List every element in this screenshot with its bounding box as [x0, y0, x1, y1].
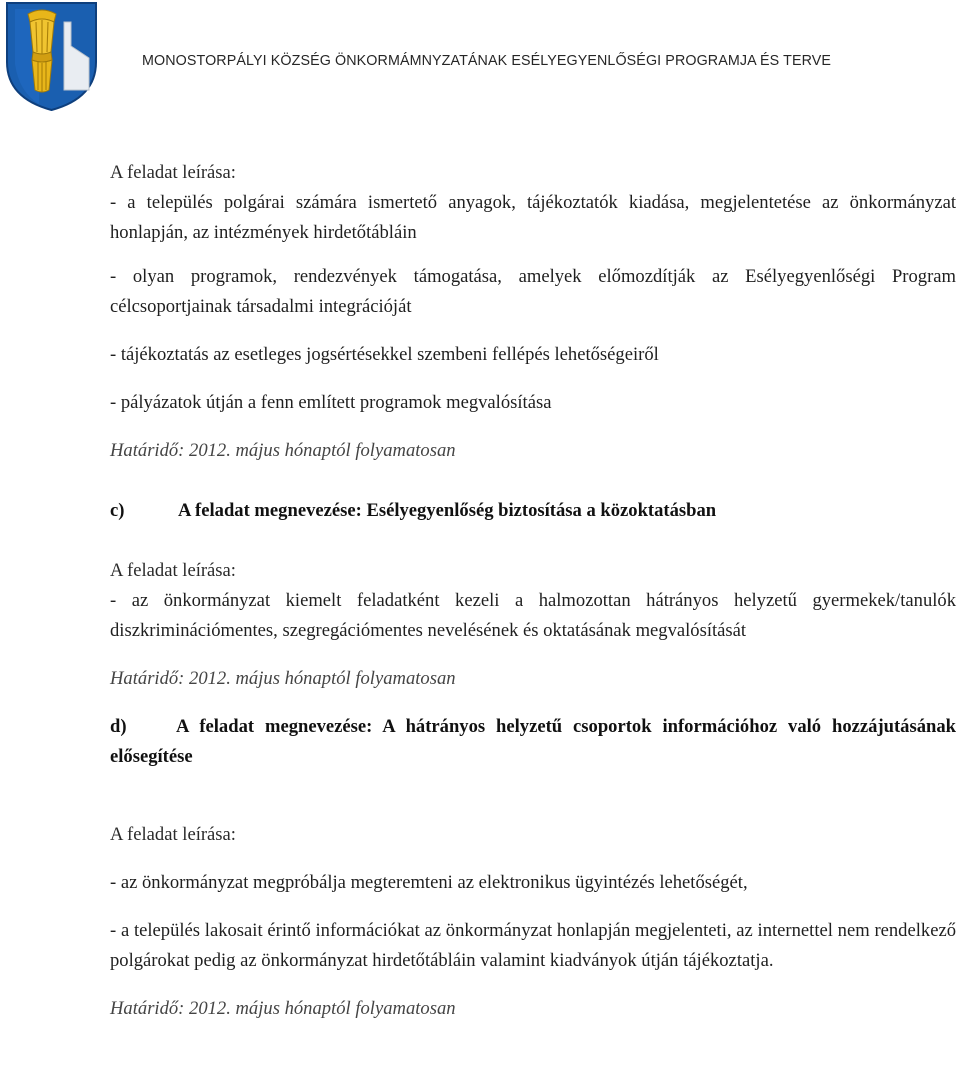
list-item: - tájékoztatás az esetleges jogsértésekkel szembeni fellépés lehetőségeiről: [110, 344, 659, 365]
running-head: MONOSTORPÁLYI KÖZSÉG ÖNKORMÁMNYZATÁNAK ESÉLYEGYENLŐSÉGI PROGRAMJA ÉS TERVE: [142, 53, 832, 69]
list-item: - az önkormányzat kiemelt feladatként kezeli a halmozottan hátrányos helyzetű gyermekek/tanulók diszkriminációmentes, szegregációmentes nevelésének és oktatásának megvalósítását: [110, 590, 956, 641]
task-description-label: A feladat leírása:: [110, 162, 236, 183]
list-item: - olyan programok, rendezvények támogatása, amelyek előmozdítják az Esélyegyenlőségi Program célcsoportjainak társadalmi integrációját: [110, 266, 956, 317]
document-body: [110, 158, 956, 1024]
coat-of-arms-icon: [5, 2, 98, 112]
task-description-label: A feladat leírása:: [110, 560, 236, 581]
section-marker: d): [110, 716, 127, 737]
deadline-text: Határidő: 2012. május hónaptól folyamatosan: [110, 998, 456, 1019]
list-item: - pályázatok útján a fenn említett programok megvalósítása: [110, 392, 552, 413]
deadline-text: Határidő: 2012. május hónaptól folyamatosan: [110, 668, 456, 689]
list-item: - az önkormányzat megpróbálja megteremteni az elektronikus ügyintézés lehetőségét,: [110, 872, 748, 893]
task-description-label: A feladat leírása:: [110, 824, 236, 845]
section-title: A feladat megnevezése: Esélyegyenlőség biztosítása a közoktatásban: [178, 500, 717, 521]
deadline-text: Határidő: 2012. május hónaptól folyamatosan: [110, 440, 456, 461]
list-item: - a település polgárai számára ismertető anyagok, tájékoztatók kiadása, megjelentetése az önkormányzat honlapján, az intézmények hirdetőtábláin: [110, 192, 956, 243]
section-heading: [110, 496, 956, 526]
section-title: A feladat megnevezése: A hátrányos helyzetű csoportok információhoz való hozzájutásának elősegítése: [110, 716, 956, 767]
list-item: - a település lakosait érintő információkat az önkormányzat honlapján megjelenteti, az internettel nem rendelkező polgárokat pedig az önkormányzat hirdetőtábláin valamint kiadványok útján tájékoztatja.: [110, 920, 956, 971]
section-heading: [110, 712, 956, 772]
section-marker: c): [110, 500, 125, 521]
